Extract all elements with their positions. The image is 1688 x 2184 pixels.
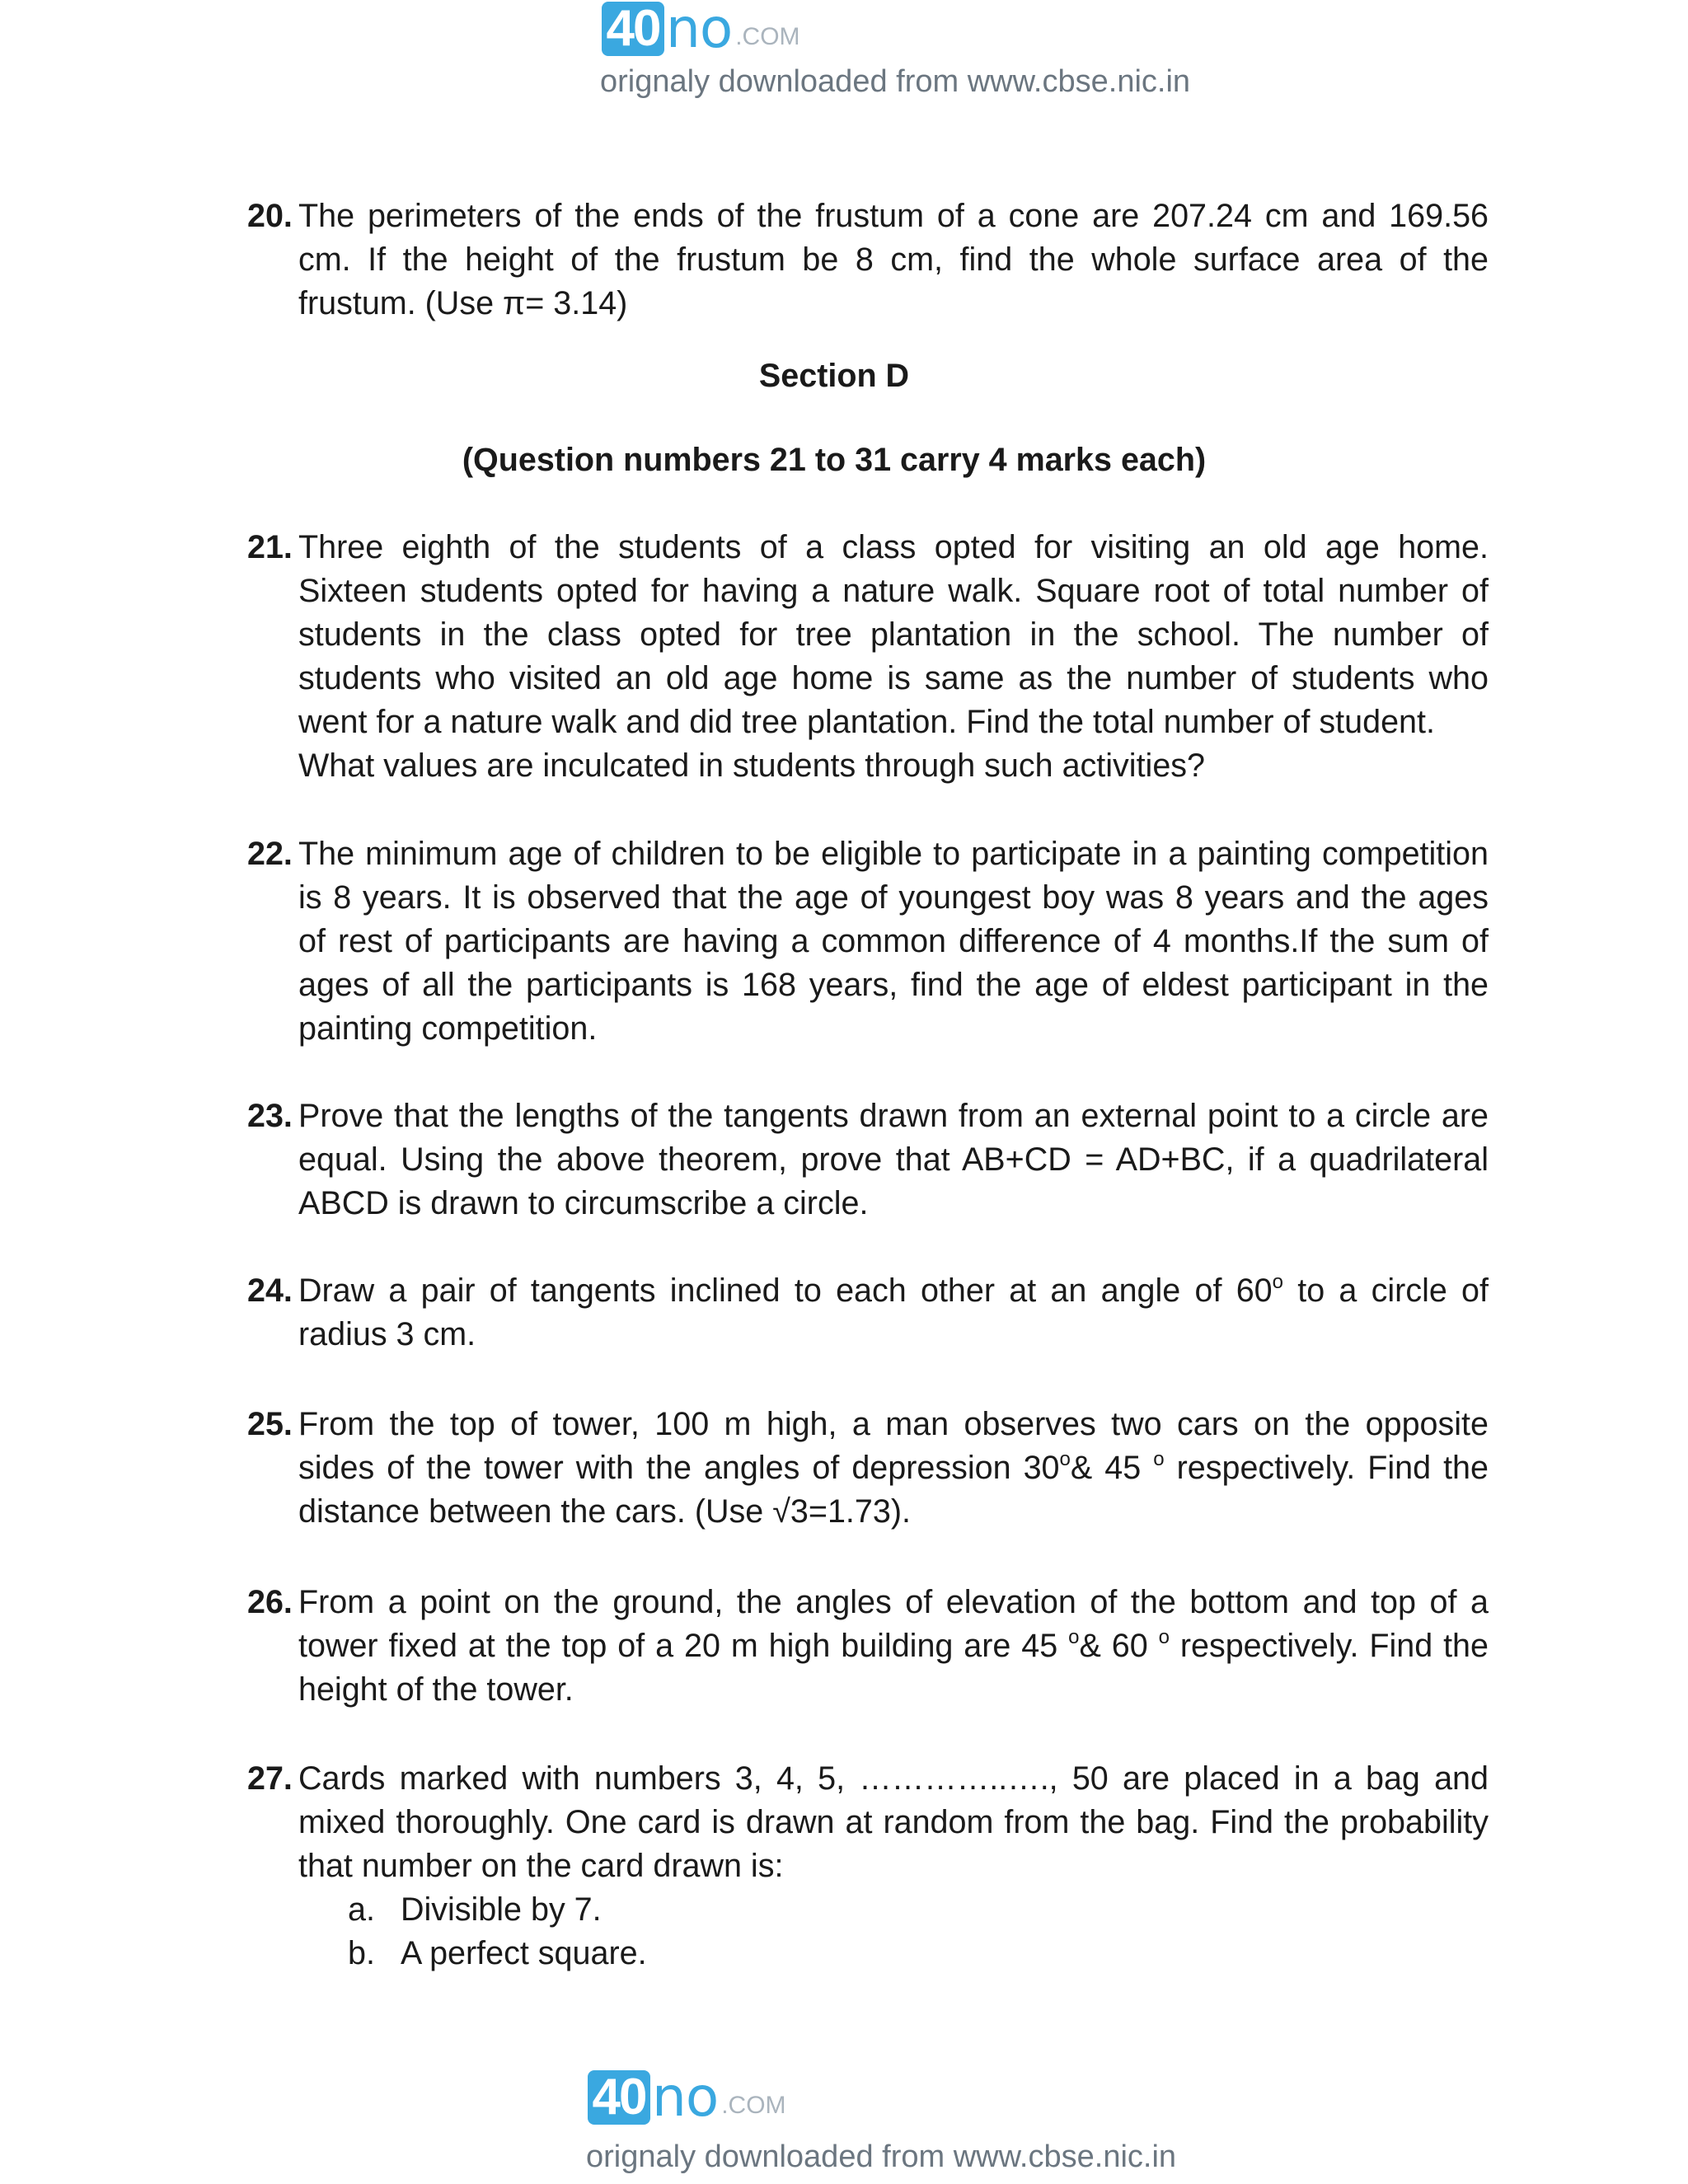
question-number: 21. (247, 529, 293, 565)
line-text: to a circle of (1283, 1272, 1489, 1309)
footer-logo (0, 2067, 1688, 2174)
logo-badge: 40 (602, 2, 664, 56)
question-line: ABCD is drawn to circumscribe a circle. (298, 1185, 869, 1221)
section-subtitle: (Question numbers 21 to 31 carry 4 marks each) (462, 442, 1207, 478)
question-line (298, 1269, 1489, 1313)
section-title: Section D (758, 358, 910, 394)
question-line: Prove that the lengths of the tangents drawn from an external point to a circle are (298, 1098, 1489, 1134)
question-number: 24. (247, 1272, 293, 1309)
question-line: painting competition. (298, 1010, 598, 1047)
degree-sup: o (1068, 1626, 1080, 1648)
line-text: tower fixed at the top of a 20 m high building are 45 (298, 1628, 1069, 1664)
option-item (298, 1888, 1489, 1932)
question-line: From a point on the ground, the angles of elevation of the bottom and top of a (298, 1584, 1489, 1620)
option-marker: b. (348, 1935, 375, 1971)
question-line: Cards marked with numbers 3, 4, 5, …………..…., 50 are placed in a bag and (298, 1760, 1489, 1797)
question-line: of rest of participants are having a common difference of 4 months.If the sum of (298, 923, 1489, 959)
line-text: respectively. Find the (1164, 1450, 1489, 1486)
line-text: Draw a pair of tangents inclined to each other at an angle of 60 (298, 1272, 1273, 1309)
option-text: Divisible by 7. (400, 1891, 602, 1928)
question-number: 26. (247, 1584, 293, 1620)
question-20 (247, 194, 1489, 326)
line-text: respectively. Find the (1169, 1628, 1489, 1664)
line-text: & 60 (1079, 1628, 1159, 1664)
question-25 (247, 1403, 1489, 1534)
question-line: cm. If the height of the frustum be 8 cm, find the whole surface area of the (298, 241, 1489, 278)
option-text: A perfect square. (400, 1935, 647, 1971)
logo-word: no (666, 0, 733, 60)
logo-com: .COM (735, 23, 800, 50)
degree-sup: o (1272, 1271, 1283, 1293)
logo-word: no (652, 2065, 719, 2129)
option-item (298, 1932, 1489, 1975)
line-text: sides of the tower with the angles of depression 30 (298, 1450, 1060, 1486)
question-26 (247, 1581, 1489, 1712)
question-22 (247, 832, 1489, 1051)
brand-logo (602, 0, 800, 60)
question-21 (247, 526, 1489, 788)
question-line: frustum. (Use π= 3.14) (298, 285, 628, 321)
line-text: & 45 (1070, 1450, 1154, 1486)
question-line: From the top of tower, 100 m high, a man observes two cars on the opposite (298, 1406, 1489, 1442)
question-number: 27. (247, 1760, 293, 1797)
question-line: What values are inculcated in students through such activities? (298, 748, 1206, 784)
question-line: Three eighth of the students of a class opted for visiting an old age home. (298, 529, 1489, 565)
question-number: 20. (247, 198, 293, 234)
question-number: 25. (247, 1406, 293, 1442)
question-23 (247, 1094, 1489, 1226)
question-27 (247, 1757, 1489, 1975)
degree-sup: o (1059, 1448, 1071, 1470)
question-line: students in the class opted for tree plantation in the school. The number of (298, 616, 1489, 653)
question-line: ages of all the participants is 168 years, find the age of eldest participant in the (298, 967, 1489, 1003)
question-line: students who visited an old age home is same as the number of students who (298, 660, 1489, 696)
logo-badge: 40 (588, 2070, 650, 2125)
question-line: height of the tower. (298, 1671, 574, 1708)
question-line: mixed thoroughly. One card is drawn at random from the bag. Find the probability (298, 1804, 1489, 1840)
question-line: equal. Using the above theorem, prove that AB+CD = AD+BC, if a quadrilateral (298, 1141, 1489, 1178)
question-line: The minimum age of children to be eligible to participate in a painting competition (298, 836, 1489, 872)
question-line: radius 3 cm. (298, 1316, 476, 1352)
question-number: 23. (247, 1098, 293, 1134)
logo-caption: orignaly downloaded from www.cbse.nic.in (600, 64, 1191, 99)
question-line: The perimeters of the ends of the frustum of a cone are 207.24 cm and 169.56 (298, 198, 1489, 234)
degree-sup: o (1158, 1626, 1170, 1648)
question-line (298, 1624, 1489, 1668)
logo-com: .COM (721, 2092, 786, 2119)
brand-logo (588, 2065, 786, 2129)
degree-sup: o (1153, 1448, 1165, 1470)
logo-caption: orignaly downloaded from www.cbse.nic.in (586, 2139, 1177, 2174)
question-24 (247, 1269, 1489, 1357)
header-logo (0, 0, 1688, 107)
question-line: Sixteen students opted for having a nature walk. Square root of total number of (298, 573, 1489, 609)
option-marker: a. (348, 1891, 375, 1928)
question-number: 22. (247, 836, 293, 872)
options-list (298, 1888, 1489, 1975)
question-line: that number on the card drawn is: (298, 1848, 784, 1884)
question-line: is 8 years. It is observed that the age of youngest boy was 8 years and the ages (298, 879, 1489, 916)
question-line: went for a nature walk and did tree plantation. Find the total number of student. (298, 704, 1435, 740)
question-line: distance between the cars. (Use √3=1.73). (298, 1493, 911, 1530)
question-line (298, 1446, 1489, 1490)
